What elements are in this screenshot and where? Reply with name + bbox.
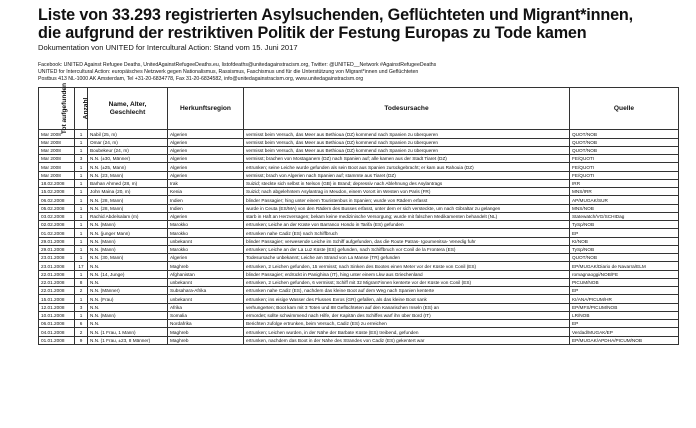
cell-name: N.N. (Mann) (88, 245, 168, 253)
table-row (39, 221, 679, 229)
cell-name: N.N. (Frau) (88, 295, 168, 303)
cell-date: 15.02.2008 (39, 188, 75, 196)
cell-date: 10.01.2008 (39, 311, 75, 319)
cell-cause: ertrunken, 2 Leichen gefunden, 6 vermisst; Schiff mit 32 Migrant*innen kenterte vor der Küste von Conil (ES) (244, 278, 570, 286)
cell-source: PICUM/NOB (570, 278, 679, 286)
cell-region: Subsahara-Afrika (168, 287, 244, 295)
cell-count: 8 (75, 278, 88, 286)
cell-date: 29.01.2008 (39, 245, 75, 253)
table-row (39, 336, 679, 344)
cell-name: N.N. (1 Frau, ±23, 8 Männer) (88, 336, 168, 344)
cell-source: QUOT/NOB (570, 138, 679, 146)
cell-cause: vermisst beim Versuch, das Meer aus Bethioua (DZ) kommend nach Spanien zu überqueren (244, 146, 570, 154)
cell-cause: Suizid; steckte sich selbst in Nelson (GB) in Brand; depressiv nach Ablehnung des Asylantrags (244, 179, 570, 187)
cell-name: Nabil (25, m) (88, 130, 168, 138)
cell-source: MNS/NOB (570, 204, 679, 212)
cell-region: Somalia (168, 311, 244, 319)
cell-count: 6 (75, 320, 88, 328)
cell-cause: ertrunken nahe Cadiz (ES) nach Schiffbruch (244, 229, 570, 237)
cell-source: FE/QUOTI (570, 171, 679, 179)
cell-name: N.N. (±25, Mann) (88, 163, 168, 171)
table-row (39, 138, 679, 146)
document-title (38, 6, 696, 42)
cell-date: 05.02.2008 (39, 204, 75, 212)
cell-count: 1 (75, 311, 88, 319)
table-row (39, 163, 679, 171)
cell-region: Algerien (168, 146, 244, 154)
cell-date: 29.01.2008 (39, 237, 75, 245)
cell-date: 01.01.2008 (39, 336, 75, 344)
cell-region: Algerien (168, 171, 244, 179)
cell-name: N.N. (Mann) (88, 237, 168, 245)
table-row (39, 254, 679, 262)
cell-cause: blinder Passagier; erdrückt in Panighina (IT), hing unter einem Lkw aus Griechenland (244, 270, 570, 278)
cell-region: Algerien (168, 130, 244, 138)
cell-cause: vermisst beim Versuch, das Meer aus Bethioua (DZ) kommend nach Spanien zu überqueren (244, 130, 570, 138)
cell-name: N.N. (88, 278, 168, 286)
header-date: Tot aufgefunden (39, 88, 75, 130)
cell-date: 22.01.2008 (39, 270, 75, 278)
cell-count: 1 (75, 196, 88, 204)
cell-source: Statewatch/VG/SCHIDag (570, 212, 679, 220)
cell-name: N.N. (junger Mann) (88, 229, 168, 237)
cell-date: 06.02.2008 (39, 196, 75, 204)
cell-name: N.N. (Männer) (88, 287, 168, 295)
cell-name: Omar (24, m) (88, 138, 168, 146)
cell-source: QUOT/NOB (570, 130, 679, 138)
header-source: Quelle (570, 88, 679, 130)
table-row (39, 171, 679, 179)
cell-region: Marokko (168, 245, 244, 253)
cell-region: Maghreb (168, 262, 244, 270)
cell-name: Barhan Ahmed (28, m) (88, 179, 168, 187)
cell-source: Verdad/MUGAK/EP (570, 328, 679, 336)
cell-count: 1 (75, 295, 88, 303)
cell-name: John Maina (20, m) (88, 188, 168, 196)
cell-region: Kenia (168, 188, 244, 196)
cell-source: romagnaoggi/NOB/FE (570, 270, 679, 278)
cell-region: Marokko (168, 229, 244, 237)
cell-count: 1 (75, 221, 88, 229)
cell-count: 1 (75, 204, 88, 212)
cell-source: FE/QUOTI (570, 163, 679, 171)
deaths-table (38, 83, 679, 345)
cell-source: IRR (570, 179, 679, 187)
table-row (39, 287, 679, 295)
cell-date: 22.01.2008 (39, 287, 75, 295)
cell-name: N.N. (88, 303, 168, 311)
title-line-1: Liste von 33.293 registrierten Asylsuchenden, Geflüchteten und Migrant*innen, (38, 6, 634, 24)
table-row (39, 328, 679, 336)
cell-source: EP (570, 287, 679, 295)
cell-source: EP (570, 229, 679, 237)
cell-region: Marokko (168, 221, 244, 229)
table-header-row (39, 88, 679, 130)
table-row (39, 303, 679, 311)
cell-count: 1 (75, 163, 88, 171)
contact-line: Facebook: UNITED Against Refugee Deaths, UnitedAgainstRefugeeDeaths.eu, listofdeaths@unitedagainstracism.org, Twitter: @UNITED__Network #AgainstRefugeeDeaths (38, 62, 437, 68)
table-row (39, 262, 679, 270)
cell-count: 1 (75, 245, 88, 253)
cell-name: N.N. (1 Frau, 1 Mann) (88, 328, 168, 336)
cell-count: 3 (75, 303, 88, 311)
cell-source: MNS/IRR (570, 188, 679, 196)
cell-date: Mar 2008 (39, 163, 75, 171)
cell-source: AP/MUGAK/SUR (570, 196, 679, 204)
cell-source: EP/MUGAK/APDHA/PICUM/NOB (570, 336, 679, 344)
cell-count: 3 (75, 155, 88, 163)
cell-cause: vermisst; brach von Algerien nach Spanien auf; stammte aus Tiaret (DZ) (244, 171, 570, 179)
cell-region: Maghreb (168, 336, 244, 344)
cell-region: Nordafrika (168, 320, 244, 328)
table-row (39, 155, 679, 163)
cell-cause: verhungerten; Boot kam mit 3 Toten und 88 Geflüchteten auf den Kanarischen Inseln (ES) an (244, 303, 570, 311)
cell-name: Rachid Abdelsalam (m) (88, 212, 168, 220)
cell-cause: ertrunken nahe Cadiz (ES), nachdem das kleine Boot auf dem Weg nach Spanien kenterte (244, 287, 570, 295)
cell-cause: ertrunken; Leichen wurden, in der Nähe der Barbate Küste (ES) treibend, gefunden (244, 328, 570, 336)
table-row (39, 311, 679, 319)
cell-source: EP (570, 320, 679, 328)
cell-region: Irak (168, 179, 244, 187)
cell-date: Mar 2008 (39, 130, 75, 138)
cell-count: 1 (75, 188, 88, 196)
cell-cause: vermisst beim Versuch, das Meer aus Bethioua (DZ) kommend nach Spanien zu überqueren (244, 138, 570, 146)
cell-count: 1 (75, 212, 88, 220)
cell-source: LR/NOB (570, 311, 679, 319)
cell-date: Mar 2008 (39, 171, 75, 179)
cell-name: N.N. (Mann) (88, 221, 168, 229)
cell-date: Mar 2008 (39, 155, 75, 163)
cell-source: FE/QUOTI (570, 155, 679, 163)
cell-cause: Todesursache unbekannt; Leiche am Strand von La Manse (TR) gefunden (244, 254, 570, 262)
cell-count: 1 (75, 146, 88, 154)
cell-source: TySp/NOB (570, 221, 679, 229)
title-line-2: die aufgrund der restriktiven Politik der Festung Europas zu Tode kamen (38, 24, 587, 42)
table-row (39, 146, 679, 154)
cell-cause: ermordet; sollte schwimmend nach Hilfe, der Kapitän des Schiffes warf ihn über Bord (IT) (244, 311, 570, 319)
cell-name: N.N. (88, 320, 168, 328)
cell-name: N.N. (30, Mann) (88, 254, 168, 262)
cell-name: N.N. (88, 262, 168, 270)
table-row (39, 229, 679, 237)
cell-source: TySp/NOB (570, 245, 679, 253)
table-row (39, 130, 679, 138)
cell-region: Afrika (168, 303, 244, 311)
contact-block (38, 62, 696, 82)
cell-count: 2 (75, 287, 88, 295)
cell-date: 04.01.2008 (39, 328, 75, 336)
cell-count: 1 (75, 171, 88, 179)
cell-cause: Suizid; nach abgelehntem Asylantrag in Meudon, einem Vorort im Westen von Paris (FR) (244, 188, 570, 196)
cell-name: Boubekeur (24, m) (88, 146, 168, 154)
header-name: Name, Alter, Geschlecht (88, 88, 168, 130)
header-count: Anzahl (75, 88, 88, 130)
table-row (39, 212, 679, 220)
table-row (39, 237, 679, 245)
cell-cause: Berichten zufolge ertrunken, beim Versuch, Cadiz (ES) zu erreichen (244, 320, 570, 328)
cell-cause: ertrunken, nachdem das Boot in der Nähe des Strandes von Cadiz (ES) gekentert war (244, 336, 570, 344)
cell-date: 06.01.2008 (39, 320, 75, 328)
table-row (39, 320, 679, 328)
table-row (39, 196, 679, 204)
cell-date: 22.01.2008 (39, 278, 75, 286)
cell-cause: blinder Passagier; hing unter einem Touristenbus in Spanien; wurde von Rädern erfasst (244, 196, 570, 204)
cell-name: N.N. (±30, Männer) (88, 155, 168, 163)
cell-date: 18.02.2008 (39, 179, 75, 187)
cell-region: Algerien (168, 212, 244, 220)
table-row (39, 188, 679, 196)
cell-region: Indien (168, 204, 244, 212)
cell-date: 01.02.2008 (39, 229, 75, 237)
cell-region: Algerien (168, 254, 244, 262)
cell-region: unbekannt (168, 237, 244, 245)
cell-count: 17 (75, 262, 88, 270)
cell-date: 15.01.2008 (39, 295, 75, 303)
cell-region: unbekannt (168, 278, 244, 286)
cell-source: KI/NOB (570, 237, 679, 245)
cell-source: EP/MFS/PICUM/NOB (570, 303, 679, 311)
cell-cause: vermisst; brachen von Mostaganem (DZ) nach Spanien auf; alle kamen aus der Stadt Tiaret (DZ) (244, 155, 570, 163)
cell-count: 1 (75, 130, 88, 138)
table-row (39, 179, 679, 187)
cell-name: N.N. (14, Junge) (88, 270, 168, 278)
cell-region: unbekannt (168, 295, 244, 303)
cell-count: 2 (75, 328, 88, 336)
cell-region: Maghreb (168, 328, 244, 336)
cell-count: 1 (75, 270, 88, 278)
cell-region: Afghanistan (168, 270, 244, 278)
header-cause: Todesursache (244, 88, 570, 130)
cell-name: N.N. (Mann) (88, 311, 168, 319)
header-region: Herkunftsregion (168, 88, 244, 130)
cell-count: 1 (75, 237, 88, 245)
cell-cause: ertrunken; Leiche an der La Luz Küste (ES) gefunden, nach Schiffbruch vor Conil de la Frontera (ES) (244, 245, 570, 253)
cell-count: 1 (75, 138, 88, 146)
cell-count: 1 (75, 179, 88, 187)
table-row (39, 245, 679, 253)
cell-date: 23.01.2008 (39, 262, 75, 270)
cell-name: N.N. (28, Mann) (88, 196, 168, 204)
cell-date: 03.02.2008 (39, 212, 75, 220)
cell-region: Algerien (168, 138, 244, 146)
table-row (39, 204, 679, 212)
cell-name: N.N. (28, Mann) (88, 204, 168, 212)
cell-count: 1 (75, 229, 88, 237)
contact-line: UNITED for Intercultural Action: europäisches Netzwerk gegen Nationalismus, Rassismus, Faschismus und für die Unterstützung von Migrant*innen und Geflüchteten (38, 68, 419, 75)
cell-date: 02.02.2008 (39, 221, 75, 229)
cell-name: N.N. (23, Mann) (88, 171, 168, 179)
cell-date: 12.01.2008 (39, 303, 75, 311)
cell-cause: ertrunken; seine Leiche wurde gefunden als sein Boot aus Spanien zurückgebracht; er kam aus Rahouia (DZ) (244, 163, 570, 171)
cell-region: Indien (168, 196, 244, 204)
cell-date: Mar 2008 (39, 138, 75, 146)
table-row (39, 278, 679, 286)
cell-source: KI/ANA/PICUM/HR (570, 295, 679, 303)
table-row (39, 270, 679, 278)
cell-cause: blinder Passagier; verwesende Leiche im Schiff aufgefunden, das die Route Patras- Igoumenitsa- Venedig fuhr (244, 237, 570, 245)
cell-region: Algerien (168, 155, 244, 163)
document-subtitle: Dokumentation von UNITED for Intercultural Action: Stand vom 15. Juni 2017 (38, 43, 298, 52)
cell-count: 9 (75, 336, 88, 344)
cell-cause: wurde in Ceuta (ES/MA) von den Rädern des Busses erfasst, unter dem er sich versteckte, um nach Gibraltar zu gelangen (244, 204, 570, 212)
contact-line: Postbus 413 NL-1000 AK Amsterdam, Tel +31-20-6834778, Fax 31-20-6834582, info@unitedagainstracism.org, www.unitedagainstracism.org (38, 75, 364, 82)
table-row (39, 295, 679, 303)
cell-count: 1 (75, 254, 88, 262)
cell-date: 23.01.2008 (39, 254, 75, 262)
cell-region: Algerien (168, 163, 244, 171)
cell-source: QUOT/NOB (570, 254, 679, 262)
cell-date: Mar 2008 (39, 146, 75, 154)
cell-cause: ertrunken; ins eisige Wasser des Flusses Evros (GR) gefallen, als das kleine Boot sank (244, 295, 570, 303)
cell-cause: ertrunken, 2 Leichen gefunden, 15 vermisst; nach Sinken des Bootes einen Meter vor der Küste von Conil (ES) (244, 262, 570, 270)
cell-cause: ertrunken; Leiche an der Küste von Barranco Hondo in Tarifa (ES) gefunden (244, 221, 570, 229)
cell-source: QUOT/NOB (570, 146, 679, 154)
table-body (39, 130, 679, 345)
cell-cause: starb in Haft an Herzversagen; bekam keine medizinische Versorgung; wurde mit falschen Medikamenten behandelt (NL) (244, 212, 570, 220)
cell-source: EP/MUGAK/Diario de Navarra/ELM (570, 262, 679, 270)
